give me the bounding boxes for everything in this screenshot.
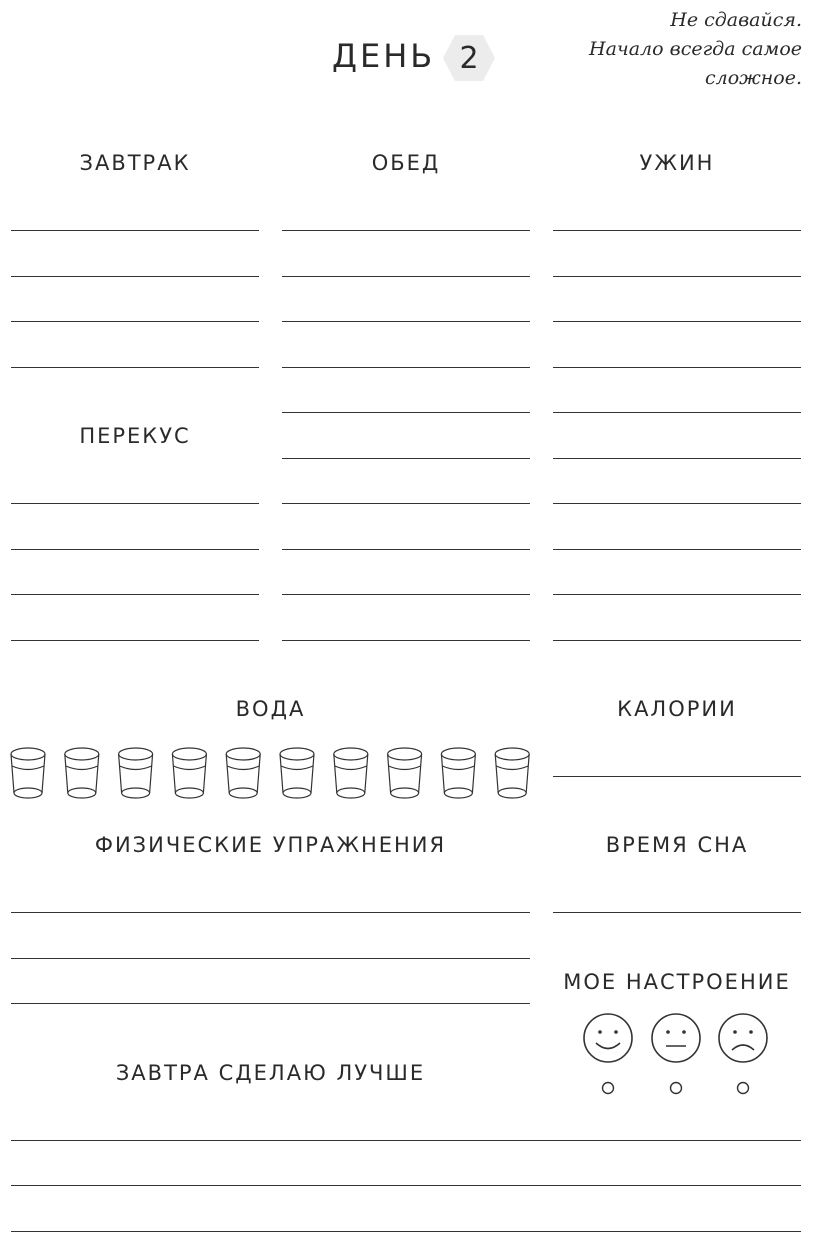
exercise-heading: ФИЗИЧЕСКИЕ УПРАЖНЕНИЯ	[94, 833, 447, 857]
dinner-heading: УЖИН	[639, 151, 715, 175]
dinner-line[interactable]	[553, 503, 801, 504]
snack-heading: ПЕРЕКУС	[79, 424, 191, 448]
exercise-line[interactable]	[11, 958, 530, 959]
calories-heading: КАЛОРИИ	[617, 697, 737, 721]
page-title: ДЕНЬ	[332, 37, 436, 75]
neutral-face-icon[interactable]	[652, 1014, 700, 1062]
lunch-line[interactable]	[282, 594, 530, 595]
dinner-line[interactable]	[553, 230, 801, 231]
exercise-line[interactable]	[11, 912, 530, 913]
dinner-line[interactable]	[553, 276, 801, 277]
lunch-line[interactable]	[282, 503, 530, 504]
happy-mood-radio[interactable]	[603, 1083, 614, 1094]
tomorrow-line[interactable]	[11, 1140, 801, 1141]
motto-line-2: Начало всегда самое	[589, 38, 802, 60]
lunch-line[interactable]	[282, 549, 530, 550]
snack-line[interactable]	[11, 640, 259, 641]
lunch-line[interactable]	[282, 640, 530, 641]
glass-icon[interactable]	[226, 748, 260, 798]
snack-line[interactable]	[11, 594, 259, 595]
sad-mood-radio[interactable]	[738, 1083, 749, 1094]
motto-line-1: Не сдавайся.	[670, 9, 802, 31]
breakfast-heading: ЗАВТРАК	[79, 151, 191, 175]
dinner-line[interactable]	[553, 321, 801, 322]
lunch-line[interactable]	[282, 367, 530, 368]
breakfast-line[interactable]	[11, 321, 259, 322]
glass-icon[interactable]	[334, 748, 368, 798]
glass-icon[interactable]	[172, 748, 206, 798]
snack-line[interactable]	[11, 503, 259, 504]
glass-icon[interactable]	[441, 748, 475, 798]
exercise-line[interactable]	[11, 1003, 530, 1004]
sad-face-icon[interactable]	[719, 1014, 767, 1062]
lunch-line[interactable]	[282, 458, 530, 459]
dinner-line[interactable]	[553, 549, 801, 550]
lunch-line[interactable]	[282, 321, 530, 322]
tomorrow-line[interactable]	[11, 1231, 801, 1232]
snack-line[interactable]	[11, 549, 259, 550]
motto-quote	[572, 6, 802, 93]
glass-icon[interactable]	[495, 748, 529, 798]
breakfast-line[interactable]	[11, 230, 259, 231]
sleep-line[interactable]	[553, 912, 801, 913]
mood-selector	[580, 1012, 772, 1098]
glass-icon[interactable]	[119, 748, 153, 798]
lunch-heading: ОБЕД	[371, 151, 441, 175]
tomorrow-heading: ЗАВТРА СДЕЛАЮ ЛУЧШЕ	[115, 1061, 426, 1085]
lunch-line[interactable]	[282, 276, 530, 277]
glass-icon[interactable]	[280, 748, 314, 798]
mood-heading: МОЕ НАСТРОЕНИЕ	[563, 970, 791, 994]
sleep-heading: ВРЕМЯ СНА	[605, 833, 749, 857]
tomorrow-line[interactable]	[11, 1185, 801, 1186]
breakfast-line[interactable]	[11, 367, 259, 368]
water-glasses	[8, 746, 532, 802]
dinner-line[interactable]	[553, 367, 801, 368]
neutral-mood-radio[interactable]	[671, 1083, 682, 1094]
dinner-line[interactable]	[553, 412, 801, 413]
water-heading: ВОДА	[235, 697, 306, 721]
happy-face-icon[interactable]	[584, 1014, 632, 1062]
breakfast-line[interactable]	[11, 276, 259, 277]
calories-line[interactable]	[553, 776, 801, 777]
motto-line-3: сложное.	[704, 67, 802, 89]
lunch-line[interactable]	[282, 412, 530, 413]
dinner-line[interactable]	[553, 640, 801, 641]
day-number: 2	[459, 40, 479, 76]
dinner-line[interactable]	[553, 594, 801, 595]
glass-icon[interactable]	[388, 748, 422, 798]
glass-icon[interactable]	[65, 748, 99, 798]
dinner-line[interactable]	[553, 458, 801, 459]
lunch-line[interactable]	[282, 230, 530, 231]
glass-icon[interactable]	[11, 748, 45, 798]
